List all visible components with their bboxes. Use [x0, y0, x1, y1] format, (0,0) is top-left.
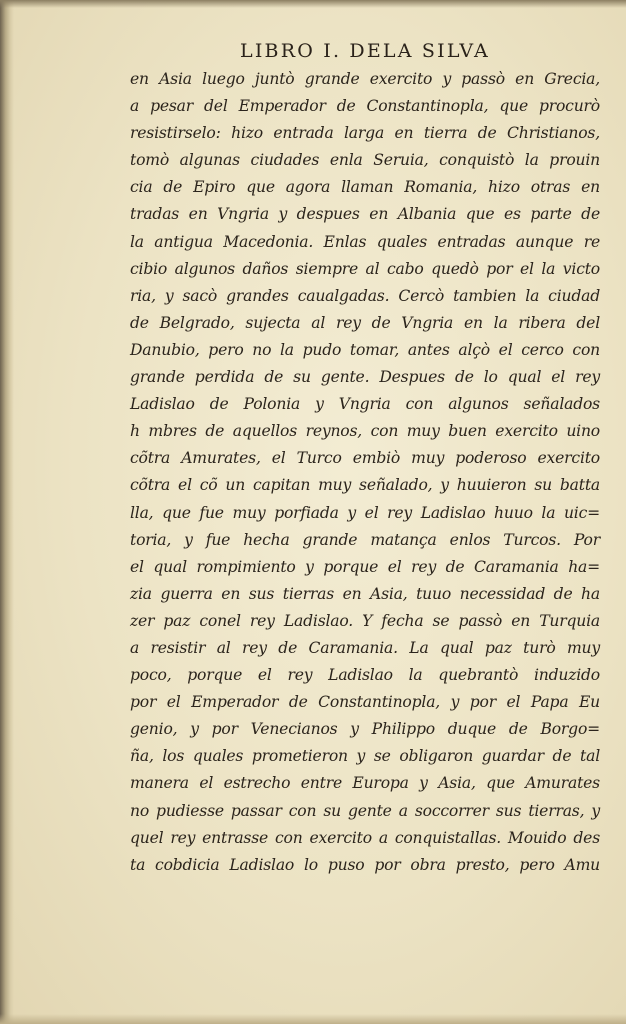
text-line: cõtra Amurates, el Turco embiò muy poderoso exercito: [130, 449, 600, 468]
text-line: lla, que fue muy porfiada y el rey Ladislao huuo la uic=: [130, 503, 600, 522]
text-line: h mbres de aquellos reynos, con muy buen exercito uino: [130, 422, 600, 441]
text-line: el qual rompimiento y porque el rey de Caramania ha=: [130, 557, 600, 576]
text-line: ria, y sacò grandes caualgadas. Cercò tambien la ciudad: [130, 286, 600, 305]
text-line: genio, y por Venecianos y Philippo duque de Borgo=: [130, 720, 600, 739]
text-line: quel rey entrasse con exercito a conquistallas. Mouido des: [130, 828, 600, 847]
text-line: cõtra el cõ un capitan muy señalado, y huuieron su batta: [130, 476, 600, 495]
page-bottom-edge: [0, 1014, 626, 1024]
text-line: ña, los quales prometieron y se obligaron guardar de tal: [130, 747, 600, 766]
text-line: a resistir al rey de Caramania. La qual paz turò muy: [130, 638, 600, 657]
text-line: Ladislao de Polonia y Vngria con algunos señalados: [130, 395, 600, 414]
text-line: cia de Epiro que agora llaman Romania, hizo otras en: [130, 178, 600, 197]
text-line: ta cobdicia Ladislao lo puso por obra presto, pero Amu: [130, 855, 600, 874]
text-line: resistirselo: hizo entrada larga en tierra de Christianos,: [130, 124, 600, 143]
text-line: zia guerra en sus tierras en Asia, tuuo necessidad de ha: [130, 584, 600, 603]
text-line: tomò algunas ciudades enla Seruia, conquistò la prouin: [130, 151, 600, 170]
text-line: grande perdida de su gente. Despues de lo qual el rey: [130, 368, 600, 387]
page-top-edge: [0, 0, 626, 8]
text-line: zer paz conel rey Ladislao. Y fecha se passò en Turquia: [130, 611, 600, 630]
body-text: [130, 66, 600, 879]
binding-gutter: [0, 0, 14, 1024]
text-line: manera el estrecho entre Europa y Asia, que Amurates: [130, 774, 600, 793]
text-line: a pesar del Emperador de Constantinopla, que procurò: [130, 97, 600, 116]
text-line: tradas en Vngria y despues en Albania que es parte de: [130, 205, 600, 224]
text-line: en Asia luego juntò grande exercito y passò en Grecia,: [130, 70, 600, 88]
text-line: la antigua Macedonia. Enlas quales entradas aunque re: [130, 232, 600, 251]
text-line: toria, y fue hecha grande matança enlos Turcos. Por: [130, 530, 600, 549]
running-head: LIBRO I. DELA SILVA: [240, 40, 490, 62]
text-line: no pudiesse passar con su gente a soccorrer sus tierras, y: [130, 801, 600, 820]
text-line: poco, porque el rey Ladislao la quebrantò induzido: [130, 666, 600, 685]
text-line: Danubio, pero no la pudo tomar, antes alçò el cerco con: [130, 340, 600, 359]
text-line: por el Emperador de Constantinopla, y por el Papa Eu: [130, 693, 600, 712]
text-line: de Belgrado, sujecta al rey de Vngria en la ribera del: [130, 313, 600, 332]
text-line: cibio algunos daños siempre al cabo quedò por el la victo: [130, 259, 600, 278]
